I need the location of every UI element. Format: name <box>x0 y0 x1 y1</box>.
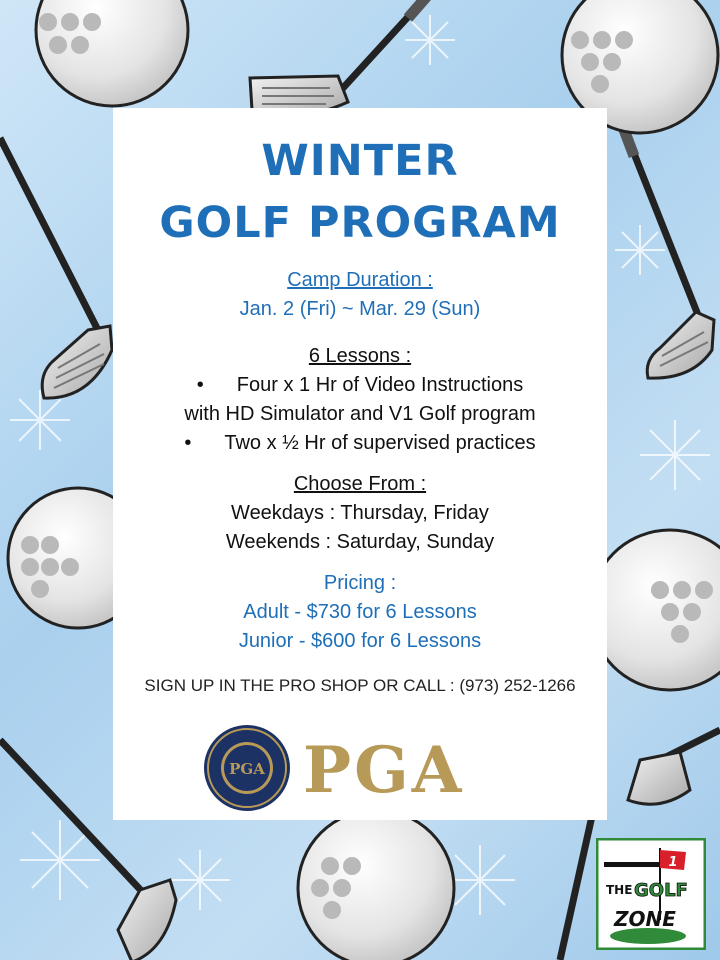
choose-section <box>113 470 607 557</box>
camp-section <box>113 266 607 324</box>
lesson-item-2 <box>113 429 607 458</box>
pga-seal-text: PGA <box>229 760 265 778</box>
pga-logo <box>203 722 533 814</box>
lessons-heading: 6 Lessons : <box>308 345 412 367</box>
lesson-item-1 <box>113 371 607 400</box>
pricing-heading: Pricing : <box>323 572 397 594</box>
camp-duration-heading: Camp Duration : <box>287 269 433 291</box>
poster-content <box>113 108 607 713</box>
golf-zone-logo <box>596 838 706 950</box>
pricing-section <box>113 569 607 656</box>
lesson-item-1-text: Four x 1 Hr of Video Instructions <box>236 374 524 396</box>
pga-wordmark: PGA <box>303 733 465 808</box>
lesson-item-2-text: Two x ½ Hr of supervised practices <box>224 432 536 454</box>
weekends-option: Weekends : Saturday, Sunday <box>225 531 495 553</box>
logo-text-the: THE <box>606 883 633 897</box>
adult-price: Adult - $730 for 6 Lessons <box>243 601 477 623</box>
weekdays-option: Weekdays : Thursday, Friday <box>231 502 489 524</box>
choose-heading: Choose From : <box>293 473 427 495</box>
logo-text-zone: ZONE <box>614 907 676 931</box>
camp-dates: Jan. 2 (Fri) ~ Mar. 29 (Sun) <box>239 298 481 320</box>
flag-number: 1 <box>668 855 678 870</box>
title-line-1: WINTER <box>261 136 459 186</box>
lesson-item-1-continued: with HD Simulator and V1 Golf program <box>184 403 536 425</box>
junior-price: Junior - $600 for 6 Lessons <box>238 630 482 652</box>
title-line-2: GOLF PROGRAM <box>159 198 561 248</box>
bullet-icon: • <box>184 432 192 454</box>
signup-line: SIGN UP IN THE PRO SHOP OR CALL : (973) 252-1266 <box>144 676 576 695</box>
lessons-section <box>113 342 607 458</box>
logo-text-golf: GOLF <box>634 880 688 901</box>
bullet-icon: • <box>196 374 204 396</box>
